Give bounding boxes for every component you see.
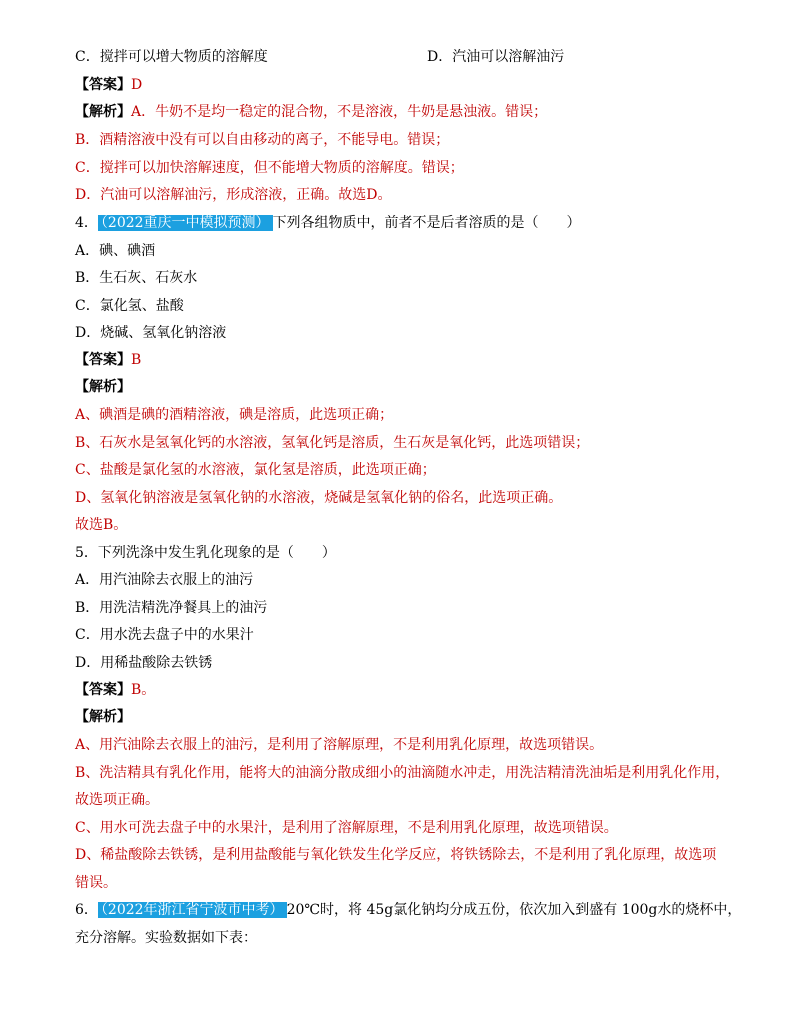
q5-analysis-label: 【解析】 <box>75 709 131 725</box>
q4-option-b: B．生石灰、石灰水 <box>75 270 198 286</box>
q3-option-d: D．汽油可以溶解油污 <box>427 49 565 65</box>
answer-label: 【答案】 <box>75 682 131 698</box>
q5-analysis-b1: B、洗洁精具有乳化作用，能将大的油滴分散成细小的油滴随水冲走，用洗洁精清洗油垢是利用乳化作用， <box>75 765 730 781</box>
q5-analysis-b2: 故选项正确。 <box>75 792 159 808</box>
q6-stem-cont: 充分溶解。实验数据如下表： <box>75 930 257 946</box>
answer-label: 【答案】 <box>75 352 131 368</box>
q5-analysis-d1: D、稀盐酸除去铁锈，是利用盐酸能与氧化铁发生化学反应，将铁锈除去，不是利用了乳化原理，故选项 <box>75 847 717 863</box>
answer-value: B <box>131 352 142 368</box>
q4-stem <box>75 210 725 236</box>
q4-option-a: A．碘、碘酒 <box>75 243 156 259</box>
q5-option-d: D．用稀盐酸除去铁锈 <box>75 655 213 671</box>
q5-option-b: B．用洗洁精洗净餐具上的油污 <box>75 600 268 616</box>
q3-analysis-c: C．搅拌可以加快溶解速度，但不能增大物质的溶解度。错误； <box>75 160 464 176</box>
answer-value: B。 <box>131 682 156 698</box>
q3-analysis-b: B．酒精溶液中没有可以自由移动的离子，不能导电。错误； <box>75 132 450 148</box>
answer-value: D <box>131 77 143 93</box>
q4-analysis-a: A、碘酒是碘的酒精溶液，碘是溶质，此选项正确； <box>75 407 394 423</box>
q4-option-c: C．氯化氢、盐酸 <box>75 298 184 314</box>
q3-option-c: C．搅拌可以增大物质的溶解度 <box>75 49 268 65</box>
answer-label: 【答案】 <box>75 77 131 93</box>
q5-option-a: A．用汽油除去衣服上的油污 <box>75 572 254 588</box>
q6-source-tag: （2022年浙江省宁波市中考） <box>98 902 287 918</box>
q6-number: 6． <box>75 902 98 918</box>
analysis-label: 【解析】 <box>75 104 131 120</box>
q4-answer <box>75 347 725 373</box>
q3-analysis-a <box>75 99 725 125</box>
q3-analysis-d: D．汽油可以溶解油污，形成溶液，正确。故选D。 <box>75 187 392 203</box>
q6-stem <box>75 897 742 923</box>
q4-analysis-b: B、石灰水是氢氧化钙的水溶液，氢氧化钙是溶质，生石灰是氧化钙，此选项错误； <box>75 435 590 451</box>
q5-option-c: C．用水洗去盘子中的水果汁 <box>75 627 254 643</box>
q5-stem: 5．下列洗涤中发生乳化现象的是（ ） <box>75 545 336 561</box>
q5-answer <box>75 677 725 703</box>
q4-analysis-d: D、氢氧化钠溶液是氢氧化钠的水溶液，烧碱是氢氧化钠的俗名，此选项正确。 <box>75 490 563 506</box>
q4-analysis-label: 【解析】 <box>75 379 131 395</box>
q3-answer <box>75 72 725 98</box>
q3-options-cd <box>75 44 725 70</box>
q4-analysis-end: 故选B。 <box>75 517 128 533</box>
analysis-text: A．牛奶不是均一稳定的混合物，不是溶液，牛奶是悬浊液。错误； <box>131 104 548 120</box>
q4-option-d: D．烧碱、氢氧化钠溶液 <box>75 325 227 341</box>
q4-text: 下列各组物质中，前者不是后者溶质的是（ ） <box>272 215 581 231</box>
q5-analysis-a: A、用汽油除去衣服上的油污，是利用了溶解原理，不是利用乳化原理，故选项错误。 <box>75 737 604 753</box>
q4-source-tag: （2022重庆一中模拟预测） <box>98 215 273 231</box>
q5-analysis-c: C、用水可洗去盘子中的水果汁，是利用了溶解原理，不是利用乳化原理，故选项错误。 <box>75 820 618 836</box>
q5-analysis-d2: 错误。 <box>75 875 117 891</box>
q6-text: 20℃时，将 45g氯化钠均分成五份，依次加入到盛有 100g水的烧杯中， <box>286 902 742 918</box>
q4-analysis-c: C、盐酸是氯化氢的水溶液，氯化氢是溶质，此选项正确； <box>75 462 436 478</box>
q4-number: 4． <box>75 215 98 231</box>
